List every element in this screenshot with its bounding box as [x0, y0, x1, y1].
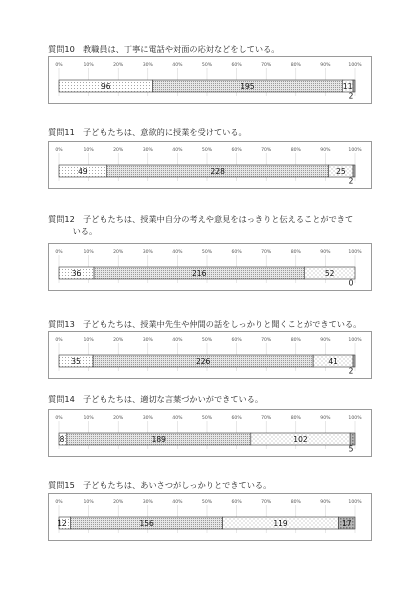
question-13-title-line: 質問13 子どもたちは、授業中先生や仲間の話をしっかりと聞くことができている。	[48, 319, 362, 329]
tick-label: 10%	[83, 63, 94, 68]
data-label: 119	[273, 519, 288, 528]
chart-11-svg	[49, 142, 371, 188]
tick-label: 90%	[320, 148, 331, 153]
chart-15	[48, 493, 372, 541]
question-11-title-line: 質問11 子どもたちは、意欲的に授業を受けている。	[48, 127, 247, 137]
data-label: 2	[348, 366, 354, 376]
chart-11	[48, 141, 372, 189]
tick-label: 80%	[290, 148, 301, 153]
tick-label: 100%	[348, 338, 362, 343]
tick-label: 0%	[55, 250, 63, 255]
tick-label: 80%	[290, 338, 301, 343]
question-12-title-line: 質問12 子どもたちは、授業中自分の考えや意見をはっきりと伝えることができて	[48, 214, 354, 224]
tick-label: 100%	[348, 500, 362, 505]
chart-14-svg	[49, 410, 371, 456]
data-label: 2	[348, 176, 354, 186]
tick-label: 90%	[320, 416, 331, 421]
bar-segment-4	[353, 165, 355, 177]
tick-label: 100%	[348, 416, 362, 421]
question-10-title-line: 質問10 教職員は、丁寧に電話や対面の応対などをしている。	[48, 44, 280, 54]
tick-label: 40%	[172, 63, 183, 68]
data-label: 49	[78, 167, 88, 176]
chart-13-svg	[49, 332, 371, 378]
tick-label: 70%	[261, 148, 272, 153]
tick-label: 30%	[142, 416, 153, 421]
tick-label: 50%	[201, 250, 213, 255]
tick-label: 40%	[172, 500, 183, 505]
tick-label: 80%	[290, 500, 301, 505]
tick-label: 50%	[201, 416, 213, 421]
tick-label: 80%	[290, 63, 301, 68]
data-label: 216	[192, 269, 207, 278]
tick-label: 70%	[261, 63, 272, 68]
tick-label: 90%	[320, 250, 331, 255]
bar-segment-4	[353, 80, 355, 92]
tick-label: 40%	[172, 148, 183, 153]
tick-label: 30%	[142, 338, 153, 343]
data-label: 228	[210, 167, 225, 176]
data-label: 0	[348, 278, 354, 288]
chart-10	[48, 56, 372, 104]
tick-label: 60%	[231, 148, 242, 153]
data-label: 102	[293, 435, 308, 444]
tick-label: 60%	[231, 500, 242, 505]
bar-segment-4	[350, 433, 355, 445]
tick-label: 0%	[55, 148, 63, 153]
tick-label: 50%	[201, 63, 213, 68]
data-label: 8	[59, 435, 65, 444]
data-label: 41	[328, 357, 338, 366]
tick-label: 20%	[113, 500, 124, 505]
tick-label: 70%	[261, 416, 272, 421]
tick-label: 30%	[142, 500, 153, 505]
chart-15-svg	[49, 494, 371, 540]
tick-label: 40%	[172, 416, 183, 421]
question-12-title	[48, 213, 353, 237]
question-14-title	[48, 393, 263, 405]
tick-label: 80%	[290, 250, 301, 255]
data-label: 12	[57, 519, 67, 528]
tick-label: 90%	[320, 500, 331, 505]
tick-label: 60%	[231, 338, 242, 343]
data-label: 156	[139, 519, 154, 528]
chart-12-svg	[49, 244, 371, 290]
chart-13	[48, 331, 372, 379]
tick-label: 0%	[55, 338, 63, 343]
tick-label: 60%	[231, 416, 242, 421]
tick-label: 80%	[290, 416, 301, 421]
question-15-title-line: 質問15 子どもたちは、あいさつがしっかりとできている。	[48, 480, 272, 490]
question-13-title	[48, 318, 361, 330]
tick-label: 10%	[83, 250, 94, 255]
data-label: 25	[336, 167, 346, 176]
tick-label: 10%	[83, 148, 94, 153]
tick-label: 100%	[348, 63, 362, 68]
tick-label: 60%	[231, 250, 242, 255]
tick-label: 50%	[201, 148, 213, 153]
question-14-title-line: 質問14 子どもたちは、適切な言葉づかいができている。	[48, 394, 264, 404]
tick-label: 0%	[55, 416, 63, 421]
tick-label: 70%	[261, 500, 272, 505]
tick-label: 30%	[142, 250, 153, 255]
data-label: 96	[100, 82, 111, 91]
data-label: 2	[348, 91, 354, 101]
tick-label: 90%	[320, 338, 331, 343]
tick-label: 40%	[172, 250, 183, 255]
data-label: 189	[151, 435, 166, 444]
data-label: 52	[324, 269, 335, 278]
tick-label: 20%	[113, 63, 124, 68]
data-label: 195	[240, 82, 255, 91]
tick-label: 70%	[261, 250, 272, 255]
question-12-title-line: いる。	[48, 226, 98, 236]
tick-label: 0%	[55, 500, 63, 505]
data-label: 35	[71, 357, 81, 366]
tick-label: 50%	[201, 500, 213, 505]
data-label: 226	[195, 357, 211, 366]
data-label: 11	[342, 82, 353, 91]
tick-label: 10%	[83, 338, 94, 343]
question-11-title	[48, 126, 247, 138]
data-label: 5	[348, 444, 354, 454]
tick-label: 0%	[55, 63, 63, 68]
tick-label: 10%	[83, 500, 94, 505]
chart-12	[48, 243, 372, 291]
question-10-title	[48, 43, 279, 55]
tick-label: 60%	[231, 63, 242, 68]
tick-label: 90%	[320, 63, 331, 68]
tick-label: 20%	[113, 250, 124, 255]
bar-segment-4	[353, 355, 355, 367]
chart-14	[48, 409, 372, 457]
chart-10-svg	[49, 57, 371, 103]
tick-label: 10%	[83, 416, 94, 421]
data-label: 17	[341, 519, 352, 528]
tick-label: 20%	[113, 148, 124, 153]
question-15-title	[48, 479, 271, 491]
tick-label: 20%	[113, 416, 124, 421]
tick-label: 20%	[113, 338, 124, 343]
tick-label: 40%	[172, 338, 183, 343]
data-label: 36	[71, 269, 82, 278]
tick-label: 30%	[142, 63, 153, 68]
tick-label: 100%	[348, 148, 362, 153]
tick-label: 30%	[142, 148, 153, 153]
tick-label: 100%	[348, 250, 362, 255]
tick-label: 50%	[201, 338, 213, 343]
tick-label: 70%	[261, 338, 272, 343]
